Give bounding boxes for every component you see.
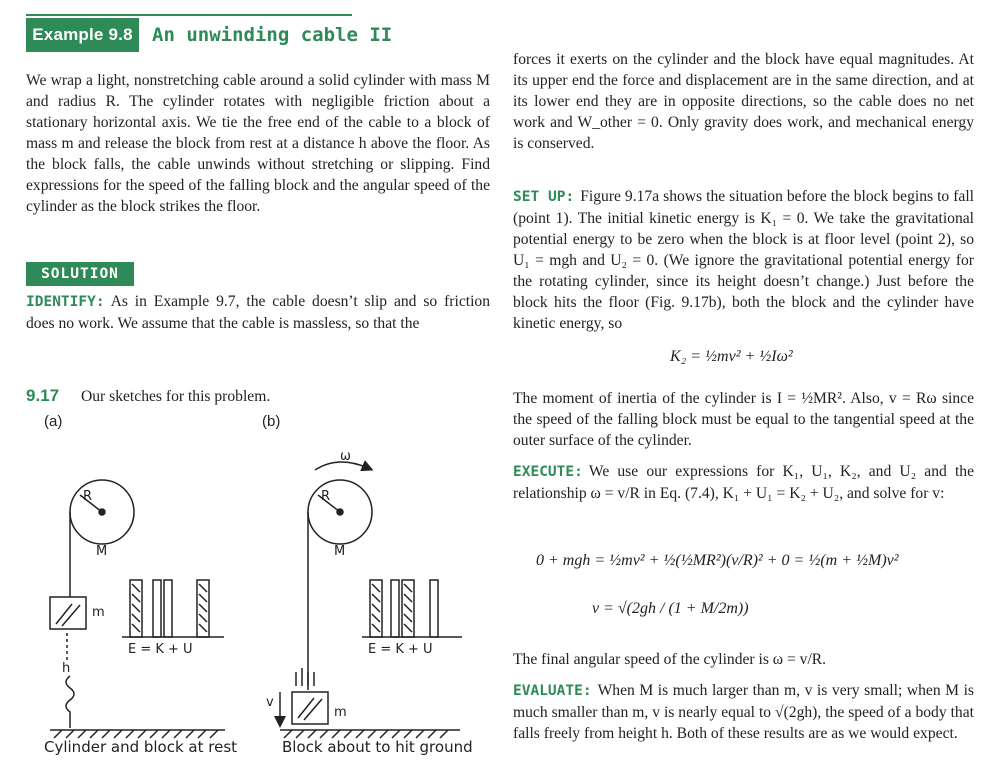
height-label: h (62, 661, 71, 676)
block-b (292, 692, 328, 724)
panel-a-label: (a) (44, 413, 63, 430)
equation-energy: 0 + mgh = ½mv² + ½(½MR²)(v/R)² + 0 = ½(m + ½M)v² (536, 552, 899, 569)
figure-caption: Our sketches for this problem. (81, 388, 271, 405)
setup-label: SET UP: (513, 189, 575, 205)
equation-k2: K₂ = ½mv² + ½Iω² (670, 348, 793, 365)
energy-bars-b (362, 580, 462, 637)
energy-bars-a (122, 580, 224, 637)
identify-tail-text: forces it exerts on the cylinder and the block have equal magnitudes. At its upper end the force and displacement are in the same direction, and at its lower end they are in opposite directions, so the cable does no net work and W_other = 0. Only gravity does work, and mechanical energy is conserved. (513, 51, 974, 152)
figure-number: 9.17 (26, 386, 60, 405)
floor-b (280, 730, 460, 738)
problem-statement: We wrap a light, nonstretching cable around a solid cylinder with mass M and radius R. The cylinder rotates with negligible friction about a stationary horizontal axis. We tie the free end of the cable to a block of mass m and release the block from rest at a distance h above the floor. As the block falls, the cable unwinds without stretching or slipping. Find expressions for the speed of the falling block and the angular speed of the cylinder as the block strikes the floor. (26, 72, 490, 215)
block-mass-label-a: m (92, 605, 105, 620)
caption-panel-a: Cylinder and block at rest (44, 738, 238, 756)
setup-text: Figure 9.17a shows the situation before the block begins to fall (point 1). The initial kinetic energy is K₁ = 0. We take the gravitational potential energy to be zero when the block is at floor level (point 2), so U₁ = mgh and U₂ = 0. (We ignore the gravitational potential energy for the rotating cylinder, since its height doesn’t change.) Just before the block hits the floor (Fig. 9.17b), both the block and the cylinder have kinetic energy, so (513, 188, 974, 332)
energy-label-b: E = K + U (368, 642, 433, 657)
evaluate-label: EVALUATE: (513, 683, 592, 699)
example-title: An unwinding cable II (152, 24, 393, 46)
cylinder-mass-label-a: M (96, 544, 108, 559)
energy-label-a: E = K + U (128, 642, 193, 657)
cylinder-a (70, 480, 134, 544)
cylinder-mass-label-b: M (334, 544, 346, 559)
solution-tag: SOLUTION (26, 262, 134, 286)
evaluate-text: When M is much larger than m, v is very small; when M is much smaller than m, v is nearly equal to √(2gh), the speed of a body that falls freely from height h. Both of these results are as we would expect. (513, 682, 974, 742)
execute-label: EXECUTE: (513, 464, 583, 480)
final-speed-paragraph: The final angular speed of the cylinder is ω = v/R. (513, 651, 827, 668)
identify-label: IDENTIFY: (26, 294, 105, 310)
floor-a (50, 730, 225, 738)
velocity-label: v (266, 695, 274, 710)
radius-label-a: R (83, 489, 93, 504)
omega-label: ω (340, 449, 351, 464)
radius-label-b: R (321, 489, 331, 504)
execute-text: We use our expressions for K₁, U₁, K₂, and U₂ and the relationship ω = v/R in Eq. (7.4), K₁ + U₁ = K₂ + U₂, and solve for v: (513, 463, 974, 502)
panel-b-label: (b) (262, 413, 281, 430)
motion-lines (296, 668, 314, 686)
example-tag: Example 9.8 (26, 18, 139, 52)
identify-text: As in Example 9.7, the cable doesn’t slip and so friction does no work. We assume that the cable is massless, so that the (26, 293, 490, 332)
block-mass-label-b: m (334, 705, 347, 720)
cylinder-b (308, 480, 372, 544)
caption-panel-b: Block about to hit ground (282, 738, 473, 756)
moment-paragraph: The moment of inertia of the cylinder is I = ½MR². Also, v = Rω since the speed of the falling block must be equal to the tangential speed at the outer surface of the cylinder. (513, 390, 974, 449)
height-brace (66, 676, 74, 728)
block-a (50, 597, 86, 629)
equation-v: v = √(2gh / (1 + M/2m)) (592, 600, 749, 617)
